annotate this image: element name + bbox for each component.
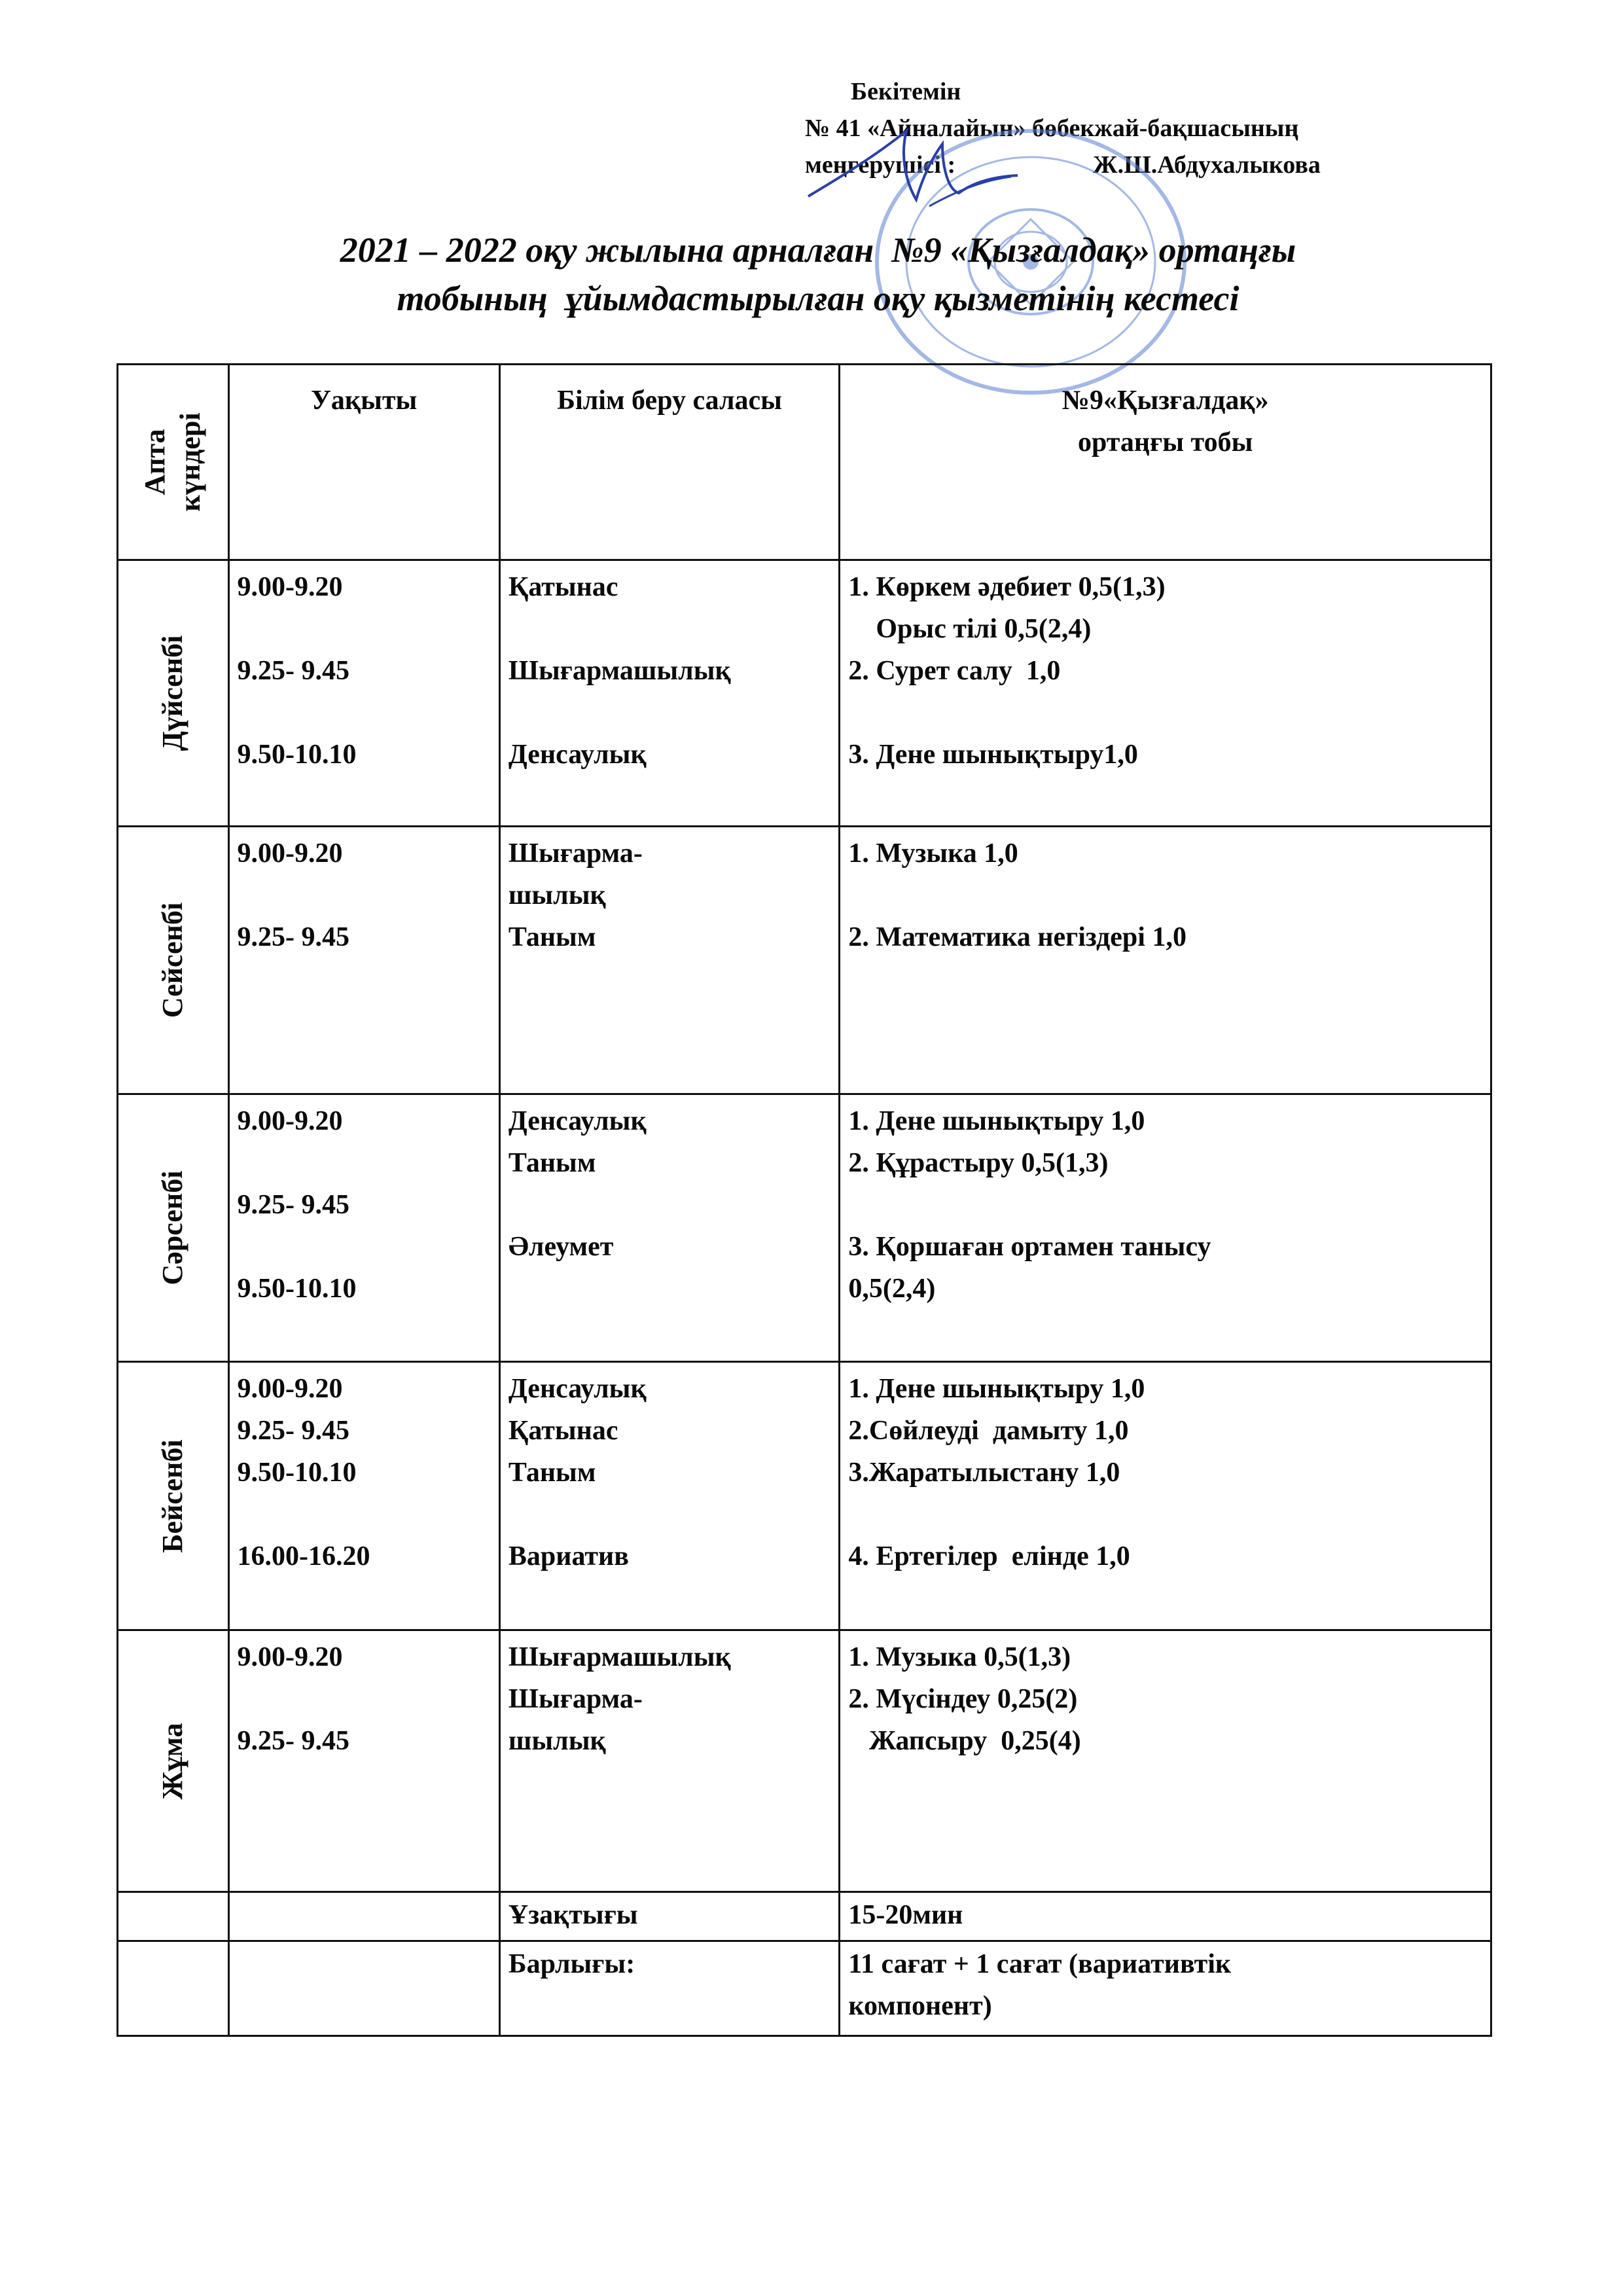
header-weekday-line1: Апта (139, 429, 171, 495)
area-cell (499, 1094, 839, 1362)
day-name: Дүйсенбі (156, 635, 189, 751)
activity-line: Жапсыру 0,25(4) (848, 1726, 1081, 1756)
day-name-cell (118, 560, 229, 827)
day-name-cell (118, 827, 229, 1094)
activity-line (848, 692, 1482, 734)
duration-row (118, 1892, 1491, 1941)
time-line: 9.00-9.20 (237, 1642, 343, 1672)
area-line: Қатынас (508, 572, 618, 602)
area-line (508, 692, 830, 734)
time-cell (228, 1362, 499, 1630)
header-group (840, 365, 1491, 560)
area-line: Денсаулық (508, 1106, 647, 1136)
time-line (238, 1142, 491, 1184)
time-line: 9.25- 9.45 (237, 922, 350, 952)
area-line (508, 1494, 830, 1535)
area-line: Денсаулық (508, 1374, 647, 1404)
time-line: 9.25- 9.45 (237, 1416, 350, 1446)
time-line (238, 1226, 491, 1268)
day-name-cell (118, 1094, 229, 1362)
time-line: 9.00-9.20 (237, 1374, 343, 1404)
activity-line: 2. Мүсіндеу 0,25(2) (848, 1684, 1078, 1714)
time-line: 9.00-9.20 (237, 1106, 343, 1136)
activity-line: Орыс тілі 0,5(2,4) (848, 614, 1092, 644)
activity-line: 1. Дене шынықтыру 1,0 (848, 1374, 1145, 1404)
time-line: 9.00-9.20 (237, 838, 343, 869)
time-line (238, 1678, 491, 1720)
time-cell (228, 1630, 499, 1892)
empty-cell (118, 1941, 229, 2036)
area-line: Шығарма- (508, 1684, 643, 1714)
day-row (118, 1362, 1491, 1630)
total-value (840, 1941, 1491, 2036)
area-line: Вариатив (508, 1541, 629, 1571)
area-cell (499, 827, 839, 1094)
approval-role: меңгерушісі : (805, 151, 956, 179)
header-area: Білім беру саласы (499, 365, 839, 560)
activity-line (848, 1184, 1482, 1226)
area-line (508, 1184, 830, 1226)
header-group-line2: ортаңғы тобы (1077, 427, 1253, 457)
header-row (118, 365, 1491, 560)
area-cell (499, 1362, 839, 1630)
activity-line: 2. Құрастыру 0,5(1,3) (848, 1148, 1109, 1178)
total-value-line: компонент) (848, 1991, 992, 2021)
area-line (508, 608, 830, 650)
time-line: 9.25- 9.45 (237, 1190, 350, 1220)
time-line: 9.00-9.20 (237, 572, 343, 602)
header-weekday (118, 365, 229, 560)
activity-cell (840, 1362, 1491, 1630)
area-line: Шығармашылық (508, 656, 731, 686)
time-line (238, 608, 491, 650)
area-cell (499, 1630, 839, 1892)
activity-line: 1. Музыка 0,5(1,3) (848, 1642, 1071, 1672)
activity-line: 2. Математика негіздері 1,0 (848, 922, 1186, 952)
title-line1: 2021 – 2022 оқу жылына арналған №9 «Қызғалдақ» ортаңғы (340, 230, 1296, 270)
area-line: Денсаулық (508, 740, 647, 770)
activity-line: 1. Музыка 1,0 (848, 838, 1018, 869)
activity-line: 4. Ертегілер елінде 1,0 (848, 1541, 1130, 1571)
activity-cell (840, 560, 1491, 827)
empty-cell (228, 1892, 499, 1941)
activity-line: 1. Дене шынықтыру 1,0 (848, 1106, 1145, 1136)
day-row (118, 827, 1491, 1094)
area-line: Әлеумет (508, 1232, 614, 1262)
time-line (238, 1494, 491, 1535)
time-line: 9.50-10.10 (237, 1274, 357, 1304)
time-line: 9.50-10.10 (237, 1458, 357, 1488)
area-line: Таным (508, 1148, 596, 1178)
area-line: Шығармашылық (508, 1642, 731, 1672)
area-line: шылық (508, 1726, 606, 1756)
day-name-cell (118, 1362, 229, 1630)
approval-line1: Бекітемін (851, 78, 961, 105)
time-line: 9.25- 9.45 (237, 656, 350, 686)
day-row (118, 560, 1491, 827)
approval-name: Ж.Ш.Абдухалыкова (1093, 151, 1321, 179)
time-line: 16.00-16.20 (237, 1541, 370, 1571)
activity-line: 1. Көркем әдебиет 0,5(1,3) (848, 572, 1166, 602)
area-line: Таным (508, 922, 596, 952)
activity-line: 3. Дене шынықтыру1,0 (848, 740, 1138, 770)
document-title (98, 226, 1538, 323)
activity-cell (840, 1094, 1491, 1362)
day-name: Сейсенбі (156, 902, 189, 1018)
area-line: Шығарма- (508, 838, 643, 869)
time-line: 9.25- 9.45 (237, 1726, 350, 1756)
time-cell (228, 1094, 499, 1362)
schedule-table (116, 363, 1492, 2037)
day-row (118, 1094, 1491, 1362)
area-line: Қатынас (508, 1416, 618, 1446)
total-row (118, 1941, 1491, 2036)
time-cell (228, 827, 499, 1094)
activity-cell (840, 1630, 1491, 1892)
total-value-line: 11 сағат + 1 сағат (вариативтік (848, 1949, 1232, 1979)
empty-cell (228, 1941, 499, 2036)
total-label: Барлығы: (499, 1941, 839, 2036)
activity-line: 2.Сөйлеуді дамыту 1,0 (848, 1416, 1129, 1446)
day-name: Сәрсенбі (156, 1170, 189, 1285)
activity-line (848, 874, 1482, 916)
header-time: Уақыты (228, 365, 499, 560)
area-line (508, 1268, 830, 1310)
duration-value: 15-20мин (840, 1892, 1491, 1941)
day-name: Бейсенбі (156, 1439, 189, 1553)
activity-line: 3. Қоршаған ортамен танысу (848, 1232, 1211, 1262)
header-group-line1: №9«Қызғалдақ» (1061, 386, 1269, 416)
activity-line: 3.Жаратылыстану 1,0 (848, 1458, 1120, 1488)
time-line: 9.50-10.10 (237, 740, 357, 770)
empty-cell (118, 1892, 229, 1941)
day-name: Жұма (156, 1722, 189, 1800)
signature (802, 118, 1090, 216)
day-row (118, 1630, 1491, 1892)
activity-line: 0,5(2,4) (848, 1274, 936, 1304)
activity-line: 2. Сурет салу 1,0 (848, 656, 1061, 686)
header-weekday-line2: күндері (174, 412, 207, 512)
time-cell (228, 560, 499, 827)
time-line (238, 692, 491, 734)
approval-line2: № 41 «Айналайын» бөбекжай-бақшасының (805, 115, 1299, 142)
activity-line (848, 1494, 1482, 1535)
time-line (238, 874, 491, 916)
day-name-cell (118, 1630, 229, 1892)
area-cell (499, 560, 839, 827)
title-line2: тобының ұйымдастырылған оқу қызметінің кестесі (397, 279, 1240, 318)
area-line: Таным (508, 1458, 596, 1488)
area-line: шылық (508, 880, 606, 910)
duration-label: Ұзақтығы (499, 1892, 839, 1941)
activity-cell (840, 827, 1491, 1094)
